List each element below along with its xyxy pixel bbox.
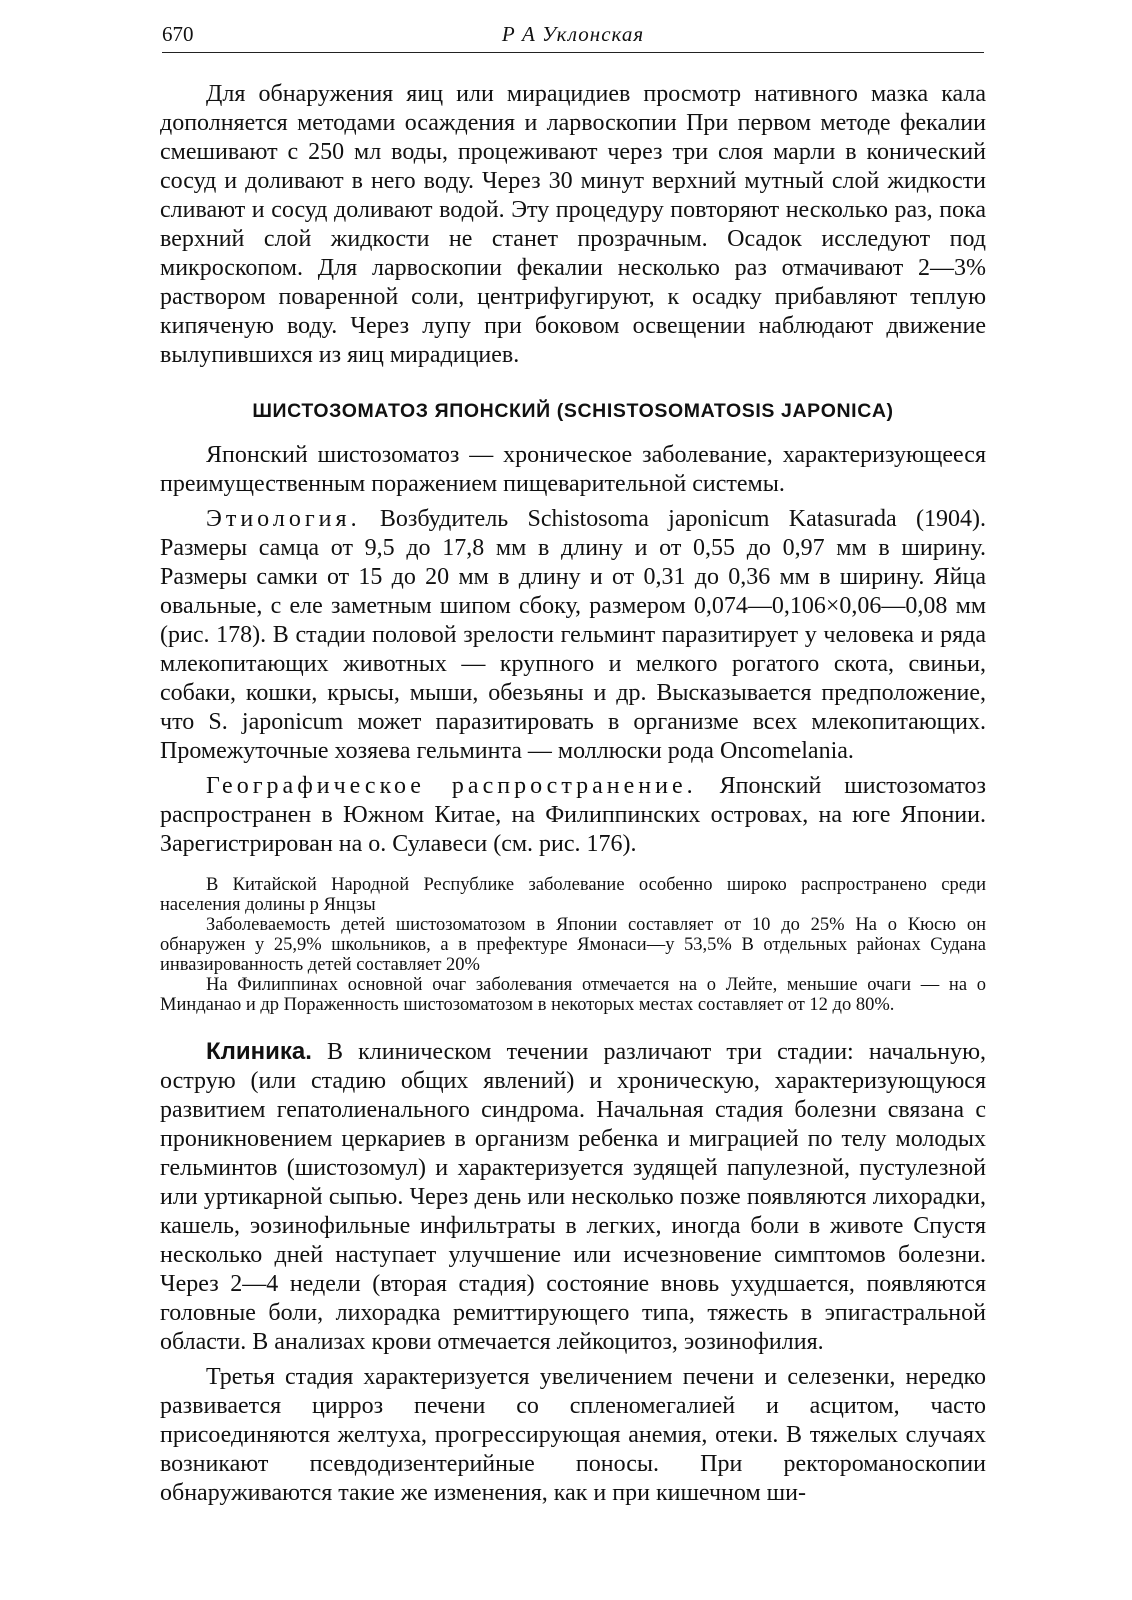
page-body: [160, 80, 986, 1508]
intro-paragraph: Для обнаружения яиц или мирацидиев просмотр нативного мазка кала дополняется методами осаждения и ларвоскопии При первом методе фекалии смешивают с 250 мл воды, процеживают через три слоя марли в конический сосуд и доливают в него воду. Через 30 минут верхний мутный слой жидкости сливают и сосуд доливают водой. Эту процедуру повторяют несколько раз, пока верхний слой жидкости не станет прозрачным. Осадок исследуют под микроскопом. Для ларвоскопии фекалии несколько раз отмачивают 2—3% раствором поваренной соли, центрифугируют, к осадку прибавляют теплую кипяченую воду. Через лупу при боковом освещении наблюдают движение вылупившихся из яиц мирадициев.: [160, 81, 986, 368]
geography-text: Японский шистозоматоз распространен в Южном Китае, на Филиппинских островах, на юге Японии. Зарегистрирован на о. Сулавеси (см. рис. 176).: [160, 773, 987, 857]
small-print-paragraph: На Филиппинах основной очаг заболевания отмечается на о Лейте, меньшие очаги — на о Минданао и др Пораженность шистозоматозом в некоторых местах составляет от 12 до 80%.: [160, 975, 986, 1015]
small-print-block: [160, 875, 986, 1015]
clinic-paragraph: [160, 1037, 986, 1357]
definition-paragraph: Японский шистозоматоз — хроническое заболевание, характеризующееся преимущественным поражением пищеварительной системы.: [160, 442, 986, 497]
small-print-paragraph: В Китайской Народной Республике заболевание особенно широко распространено среди населения долины р Янцзы: [160, 875, 986, 915]
etiology-paragraph: [160, 505, 986, 766]
page-header: [162, 20, 984, 53]
running-head: Р А Уклонская: [501, 22, 645, 46]
clinic-label: Клиника.: [206, 1038, 312, 1065]
geography-paragraph: [160, 772, 986, 859]
third-stage-paragraph: Третья стадия характеризуется увеличением печени и селезенки, нередко развивается цирроз печени со спленомегалией и асцитом, часто присоединяются желтуха, прогрессирующая анемия, отеки. В тяжелых случаях возникают псевдодизентерийные поносы. При ректороманоскопии обнаруживаются такие же изменения, как и при кишечном ши-: [160, 1364, 986, 1506]
page-number: 670: [162, 22, 194, 46]
clinic-text: В клиническом течении различают три стадии: начальную, острую (или стадию общих явлений) и хроническую, характеризующуюся развитием гепатолиенального синдрома. Начальная стадия болезни связана с проникновением церкариев в организм ребенка и миграцией по телу молодых гельминтов (шистозомул) и характеризуется зудящей папулезной, пустулезной или уртикарной сыпью. Через день или несколько позже появляются лихорадки, кашель, эозинофильные инфильтраты в легких, иногда боли в животе Спустя несколько дней наступает улучшение или исчезновение симптомов болезни. Через 2—4 недели (вторая стадия) состояние вновь ухудшается, появляются головные боли, лихорадка ремиттирующего типа, тяжесть в эпигастральной области. В анализах крови отмечается лейкоцитоз, эозинофилия.: [160, 1039, 986, 1355]
etiology-text: Возбудитель Schistosoma japonicum Katasurada (1904). Размеры самца от 9,5 до 17,8 мм в длину и от 0,55 до 0,97 мм в ширину. Размеры самки от 15 до 20 мм в длину и от 0,31 до 0,36 мм в ширину. Яйца овальные, с еле заметным шипом сбоку, размером 0,074—0,106×0,06—0,08 мм (рис. 178). В стадии половой зрелости гельминт паразитирует у человека и ряда млекопитающих животных — крупного и мелкого рогатого скота, свиньи, собаки, кошки, крысы, мыши, обезьяны и др. Высказывается предположение, что S. japonicum может паразитировать в организме всех млекопитающих. Промежуточные хозяева гельминта — моллюски рода Oncomelania.: [160, 506, 986, 764]
section-heading: ШИСТОЗОМАТОЗ ЯПОНСКИЙ (SCHISTOSOMATOSIS JAPONICA): [252, 400, 894, 422]
etiology-label: Этиология.: [206, 506, 361, 532]
geography-label: Географическое распространение.: [206, 773, 697, 799]
small-print-paragraph: Заболеваемость детей шистозоматозом в Японии составляет от 10 до 25% На о Кюсю он обнаружен у 25,9% школьников, а в префектуре Ямонаси—у 53,5% В отдельных районах Судана инвазированность детей составляет 20%: [160, 915, 986, 975]
